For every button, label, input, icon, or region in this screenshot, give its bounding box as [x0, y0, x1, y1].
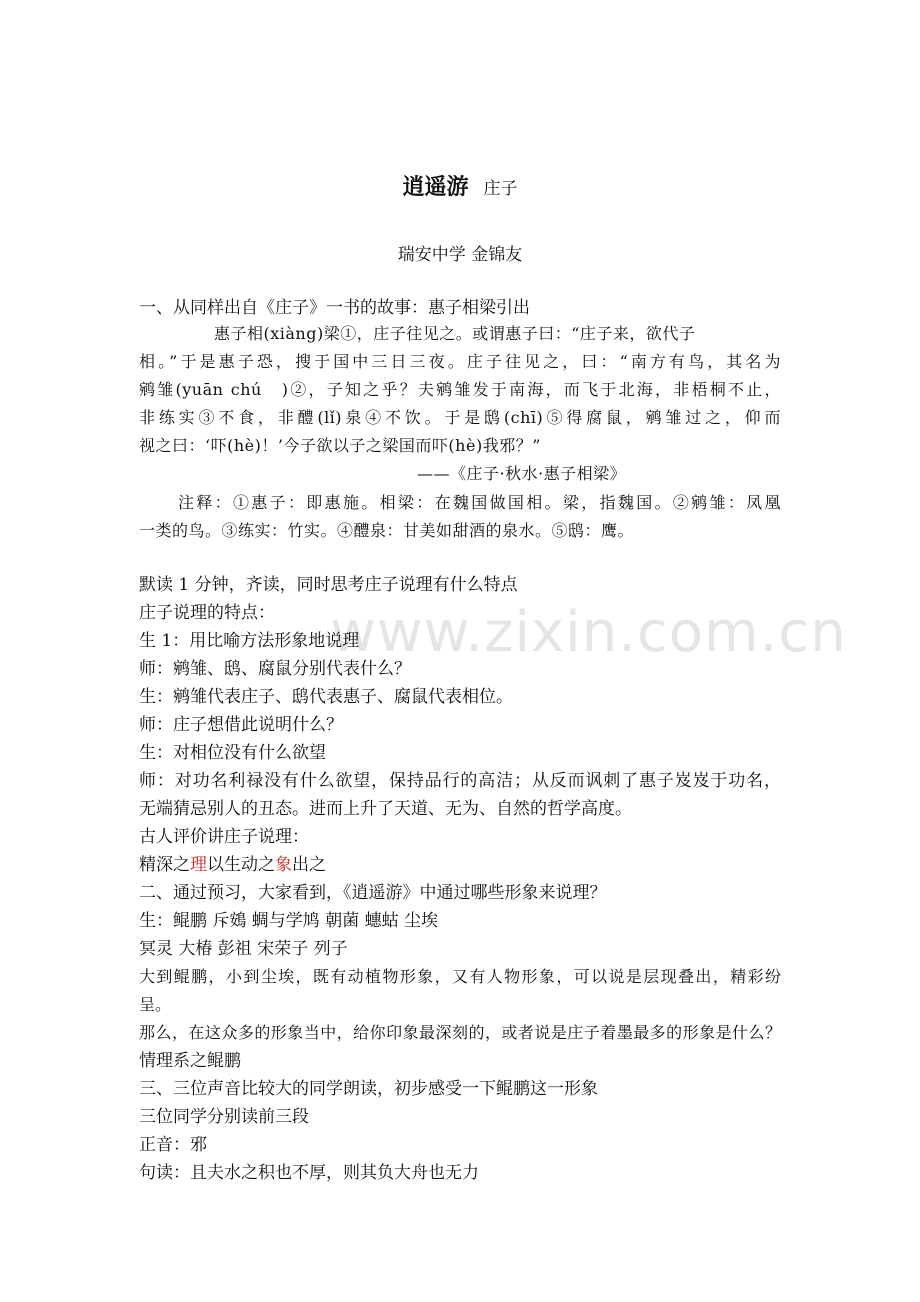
body-line: 师：鹓雏、鸱、腐鼠分别代表什么？ — [139, 659, 411, 679]
quote-highlight: 象 — [275, 855, 292, 875]
body-line: 师：对功名利禄没有什么欲望，保持品行的高洁；从反而讽刺了惠子岌岌于功名， — [139, 771, 781, 791]
body-line: 情理系之鲲鹏 — [139, 1051, 241, 1071]
body-line: 生：对相位没有什么欲望 — [139, 743, 326, 763]
section1-heading: 一、从同样出自《庄子》一书的故事：惠子相梁引出 — [139, 298, 530, 318]
notes-line: 一类的鸟。③练实：竹实。④醴泉：甘美如甜酒的泉水。⑤鸱：鹰。 — [139, 521, 635, 540]
quote-line — [139, 852, 326, 878]
body-line: 冥灵 大椿 彭祖 宋荣子 列子 — [139, 939, 348, 959]
body-line: 庄子说理的特点： — [139, 603, 275, 623]
body-line: 生 1：用比喻方法形象地说理 — [139, 631, 360, 651]
passage-source: ——《庄子·秋水·惠子相梁》 — [417, 464, 627, 483]
watermark: www.zixin.com.cn — [330, 600, 847, 665]
body-line: 大到鲲鹏，小到尘埃，既有动植物形象，又有人物形象，可以说是层现叠出，精彩纷 — [139, 967, 781, 986]
passage-line: 视之曰：‘吓(hè)！’今子欲以子之梁国而吓(hè)我邪？” — [139, 436, 541, 455]
passage-line: 相。”于是惠子恐，搜于国中三日三夜。庄子往见之，曰：“南方有鸟，其名为 — [139, 352, 781, 371]
document-title: 逍遥游 — [402, 175, 469, 200]
body-line: 生：鹓雏代表庄子、鸱代表惠子、腐鼠代表相位。 — [139, 687, 513, 707]
passage-line: 非练实③不食，非醴(lǐ)泉④不饮。于是鸱(chī)⑤得腐鼠，鹓雏过之，仰而 — [139, 408, 781, 427]
school-author-line: 瑞安中学 金锦友 — [397, 245, 523, 265]
quote-text: 出之 — [292, 855, 326, 875]
passage-line: 鹓雏(yuān chú )②，子知之乎？夫鹓雏发于南海，而飞于北海，非梧桐不止， — [139, 380, 781, 399]
document-author: 庄子 — [483, 179, 518, 199]
body-line: 句读：且夫水之积也不厚，则其负大舟也无力 — [139, 1163, 479, 1183]
body-line: 呈。 — [139, 995, 172, 1014]
body-line: 师：庄子想借此说明什么？ — [139, 715, 343, 735]
quote-text: 以生动之 — [207, 855, 275, 875]
title-line — [0, 170, 920, 201]
body-line: 正音：邪 — [139, 1135, 207, 1155]
body-line: 古人评价讲庄子说理： — [139, 827, 309, 847]
body-line: 默读 1 分钟，齐读，同时思考庄子说理有什么特点 — [139, 575, 518, 595]
body-line: 生：鲲鹏 斥鴳 蜩与学鸠 朝菌 蟪蛄 尘埃 — [139, 911, 439, 931]
quote-highlight: 理 — [190, 855, 207, 875]
body-line: 那么，在这众多的形象当中，给你印象最深刻的，或者说是庄子着墨最多的形象是什么？ — [139, 1023, 781, 1042]
section2-heading: 二、通过预习，大家看到，《逍遥游》中通过哪些形象来说理？ — [139, 883, 607, 903]
section3-heading: 三、三位声音比较大的同学朗读，初步感受一下鲲鹏这一形象 — [139, 1079, 598, 1099]
notes-line: 注释：①惠子：即惠施。相梁：在魏国做国相。梁，指魏国。②鹓雏：凤凰 — [178, 493, 781, 512]
quote-text: 精深之 — [139, 855, 190, 875]
body-line: 无端猜忌别人的丑态。进而上升了天道、无为、自然的哲学高度。 — [139, 799, 632, 819]
body-line: 三位同学分别读前三段 — [139, 1107, 309, 1127]
passage-line: 惠子相(xiàng)梁①，庄子往见之。或谓惠子曰：“庄子来，欲代子 — [214, 324, 696, 343]
